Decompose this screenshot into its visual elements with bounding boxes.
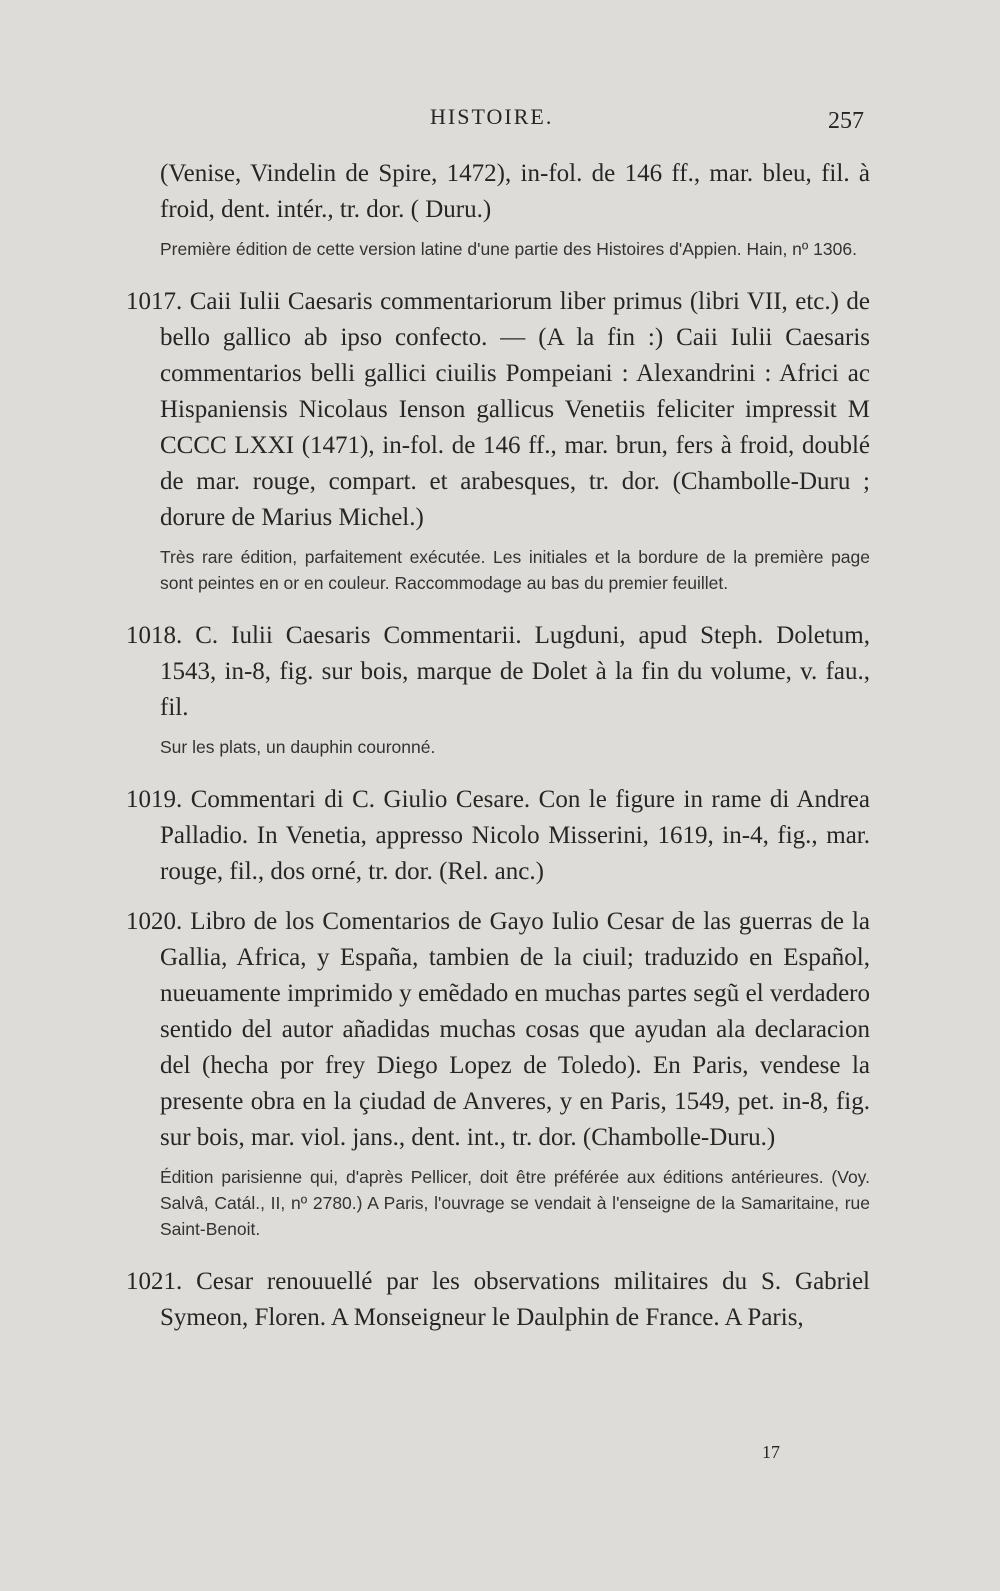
entry-number: 1017. [126, 288, 183, 315]
entry-number: 1021. [126, 1268, 183, 1295]
entry-number: 1020. [126, 908, 183, 935]
entry-note: Première édition de cette version latine d'une partie des Histoires d'Appien. Hain, nº 1306. [160, 239, 857, 259]
entry-text: C. Iulii Caesaris Commentarii. Lugduni, apud Steph. Doletum, 1543, in-8, fig. sur bois, marque de Dolet à la fin du volume, v. fau., fil. [160, 622, 871, 721]
entry-text: Caii Iulii Caesaris commentariorum liber primus (libri VII, etc.) de bello gallico ab ipso confecto. — (A la fin :) Caii Iulii Caesaris commentarios belli gallici ciuilis Pompeiani : Alexandrini : Africi ac Hispaniensis Nicolaus Ienson gallicus Venetiis feliciter impressit M CCCC LXXI (1471), in-fol. de 146 ff., mar. brun, fers à froid, doublé de mar. rouge, compart. et arabesques, tr. dor. (Chambolle-Duru ; dorure de Marius Michel.) [160, 288, 870, 531]
entry-note: Très rare édition, parfaitement exécutée. Les initiales et la bordure de la première page sont peintes en or en couleur. Raccommodage au bas du premier feuillet. [160, 547, 870, 593]
entry-1021 [126, 1264, 870, 1336]
entry-text: Cesar renouuellé par les observations militaires du S. Gabriel Symeon, Floren. A Monseigneur le Daulphin de France. A Paris, [160, 1268, 870, 1331]
entry-text: Libro de los Comentarios de Gayo Iulio Cesar de las guerras de la Gallia, Africa, y España, tambien de la ciuil; traduzido en Español, nueuamente imprimido y emẽdado en muchas partes segũ el verdadero sentido del autor añadidas muchas cosas que ayudan ala declaracion del (hecha por frey Diego Lopez de Toledo). En Paris, vendese la presente obra en la çiudad de Anveres, y en Paris, 1549, pet. in-8, fig. sur bois, mar. viol. jans., dent. int., tr. dor. (Chambolle-Duru.) [160, 908, 871, 1151]
entry-1017 [126, 284, 870, 536]
entry-1018 [126, 618, 871, 726]
entry-note: Édition parisienne qui, d'après Pellicer, doit être préférée aux éditions antérieures. (Voy. Salvâ, Catál., II, nº 2780.) A Paris, l'ouvrage se vendait à l'enseigne de la Samaritaine, rue Saint-Benoit. [160, 1167, 870, 1239]
entry-1020 [126, 904, 871, 1156]
entry-number: 1019. [126, 786, 183, 813]
page-number: 257 [828, 108, 864, 134]
entry-text: Commentari di C. Giulio Cesare. Con le figure in rame di Andrea Palladio. In Venetia, appresso Nicolo Misserini, 1619, in-4, fig., mar. rouge, fil., dos orné, tr. dor. (Rel. anc.) [160, 786, 870, 885]
entry-1019 [126, 782, 870, 890]
page-content [126, 156, 871, 1336]
entry-number: 1018. [126, 622, 183, 649]
running-head: HISTOIRE. [430, 104, 554, 129]
signature-mark: 17 [762, 1442, 780, 1462]
entry-continuation: (Venise, Vindelin de Spire, 1472), in-fol. de 146 ff., mar. bleu, fil. à froid, dent. intér., tr. dor. ( Duru.) [160, 160, 870, 223]
entry-note: Sur les plats, un dauphin couronné. [160, 737, 436, 757]
